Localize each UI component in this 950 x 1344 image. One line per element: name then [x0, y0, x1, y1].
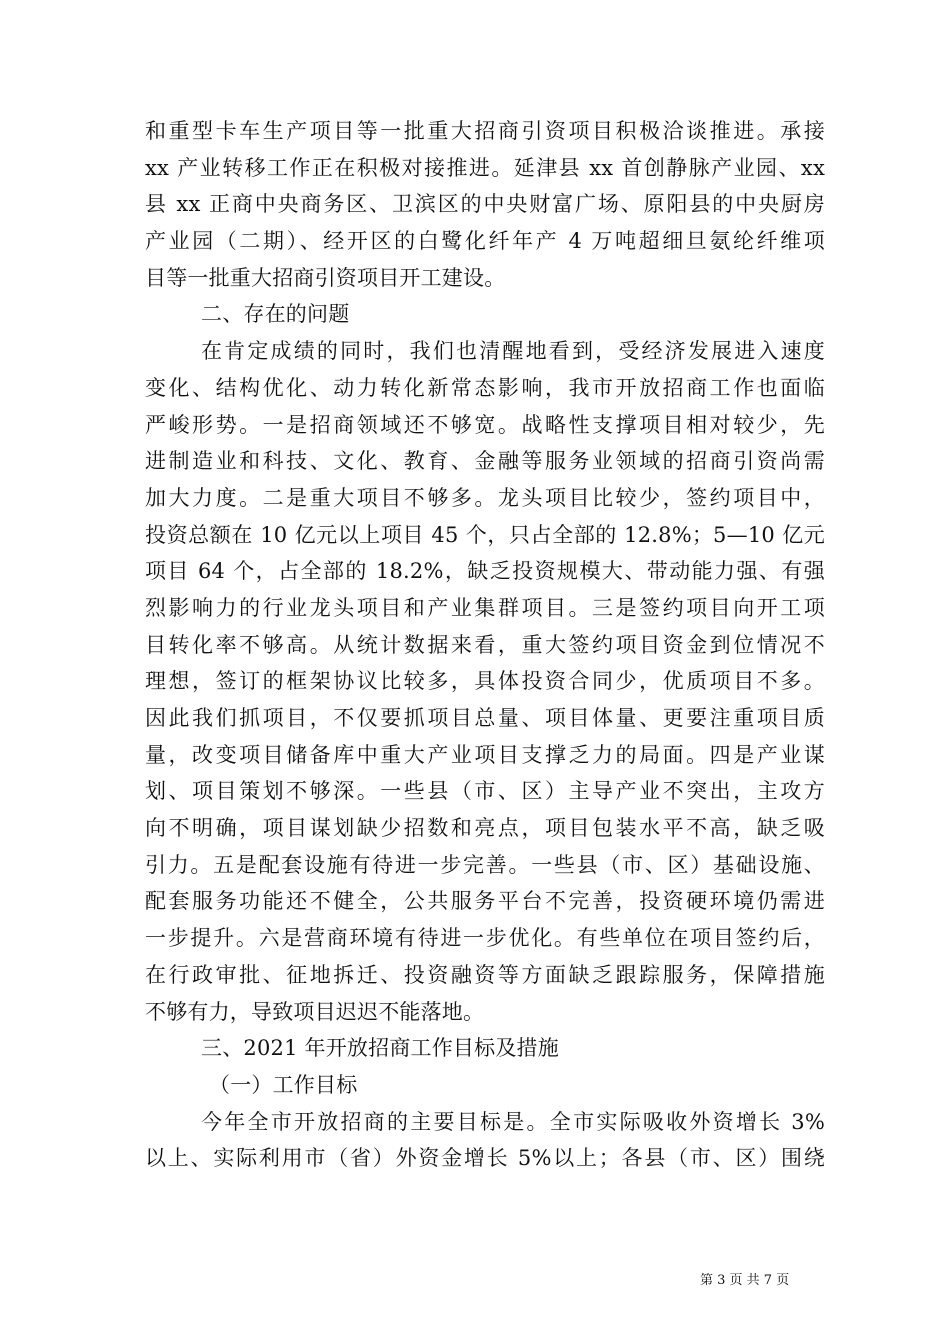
text-line: 引力。五是配套设施有待进一步完善。一些县（市、区）基础设施、: [145, 852, 825, 877]
text-line: 理想，签订的框架协议比较多，具体投资合同少，优质项目不多。: [145, 669, 825, 694]
text-line: 烈影响力的行业龙头项目和产业集群项目。三是签约项目向开工项: [145, 595, 825, 620]
subsection-heading-work-goals: （一）工作目标: [209, 1072, 358, 1097]
text-line: 因此我们抓项目，不仅要抓项目总量、项目体量、更要注重项目质: [145, 706, 825, 730]
text-line: 在肯定成绩的同时，我们也清醒地看到，受经济发展进入速度: [201, 339, 825, 364]
text-line: 划、项目策划不够深。一些县（市、区）主导产业不突出，主攻方: [145, 779, 825, 804]
text-line: 变化、结构优化、动力转化新常态影响，我市开放招商工作也面临: [145, 375, 825, 400]
text-line: 和重型卡车生产项目等一批重大招商引资项目积极洽谈推进。承接: [145, 119, 825, 143]
text-line: 一步提升。六是营商环境有待进一步优化。有些单位在项目签约后，: [145, 926, 825, 951]
text-line: 今年全市开放招商的主要目标是。全市实际吸收外资增长 3%: [201, 1109, 825, 1134]
text-line: 在行政审批、征地拆迁、投资融资等方面缺乏跟踪服务，保障措施: [145, 962, 825, 987]
text-line: 严峻形势。一是招商领域还不够宽。战略性支撑项目相对较少，先: [145, 412, 825, 437]
text-line: 加大力度。二是重大项目不够多。龙头项目比较少，签约项目中，: [145, 485, 825, 510]
text-line: 不够有力，导致项目迟迟不能落地。: [145, 999, 485, 1024]
page-number: 第 3 页 共 7 页: [700, 1273, 790, 1288]
section-heading-goals: 三、2021 年开放招商工作目标及措施: [201, 1036, 559, 1061]
text-line: 量，改变项目储备库中重大产业项目支撑乏力的局面。四是产业谋: [145, 742, 825, 767]
text-line: 配套服务功能还不健全，公共服务平台不完善，投资硬环境仍需进: [145, 889, 825, 914]
text-line: 向不明确，项目谋划缺少招数和亮点，项目包装水平不高，缺乏吸: [145, 816, 825, 841]
text-line: 产业园（二期）、经开区的白鹭化纤年产 4 万吨超细旦氨纶纤维项: [145, 229, 825, 254]
text-line: 目等一批重大招商引资项目开工建设。: [145, 265, 506, 290]
section-heading-problems: 二、存在的问题: [201, 302, 350, 327]
text-line: 投资总额在 10 亿元以上项目 45 个，只占全部的 12.8%；5—10 亿元: [145, 522, 825, 547]
text-line: 以上、实际利用市（省）外资金增长 5%以上；各县（市、区）围绕: [145, 1146, 825, 1171]
text-line: xx 产业转移工作正在积极对接推进。延津县 xx 首创静脉产业园、xx: [145, 155, 825, 180]
text-line: 县 xx 正商中央商务区、卫滨区的中央财富广场、原阳县的中央厨房: [145, 192, 825, 217]
text-line: 目转化率不够高。从统计数据来看，重大签约项目资金到位情况不: [145, 632, 825, 657]
text-line: 项目 64 个，占全部的 18.2%，缺乏投资规模大、带动能力强、有强: [145, 559, 825, 584]
text-line: 进制造业和科技、文化、教育、金融等服务业领域的招商引资尚需: [145, 449, 825, 474]
document-body: [145, 113, 825, 1177]
